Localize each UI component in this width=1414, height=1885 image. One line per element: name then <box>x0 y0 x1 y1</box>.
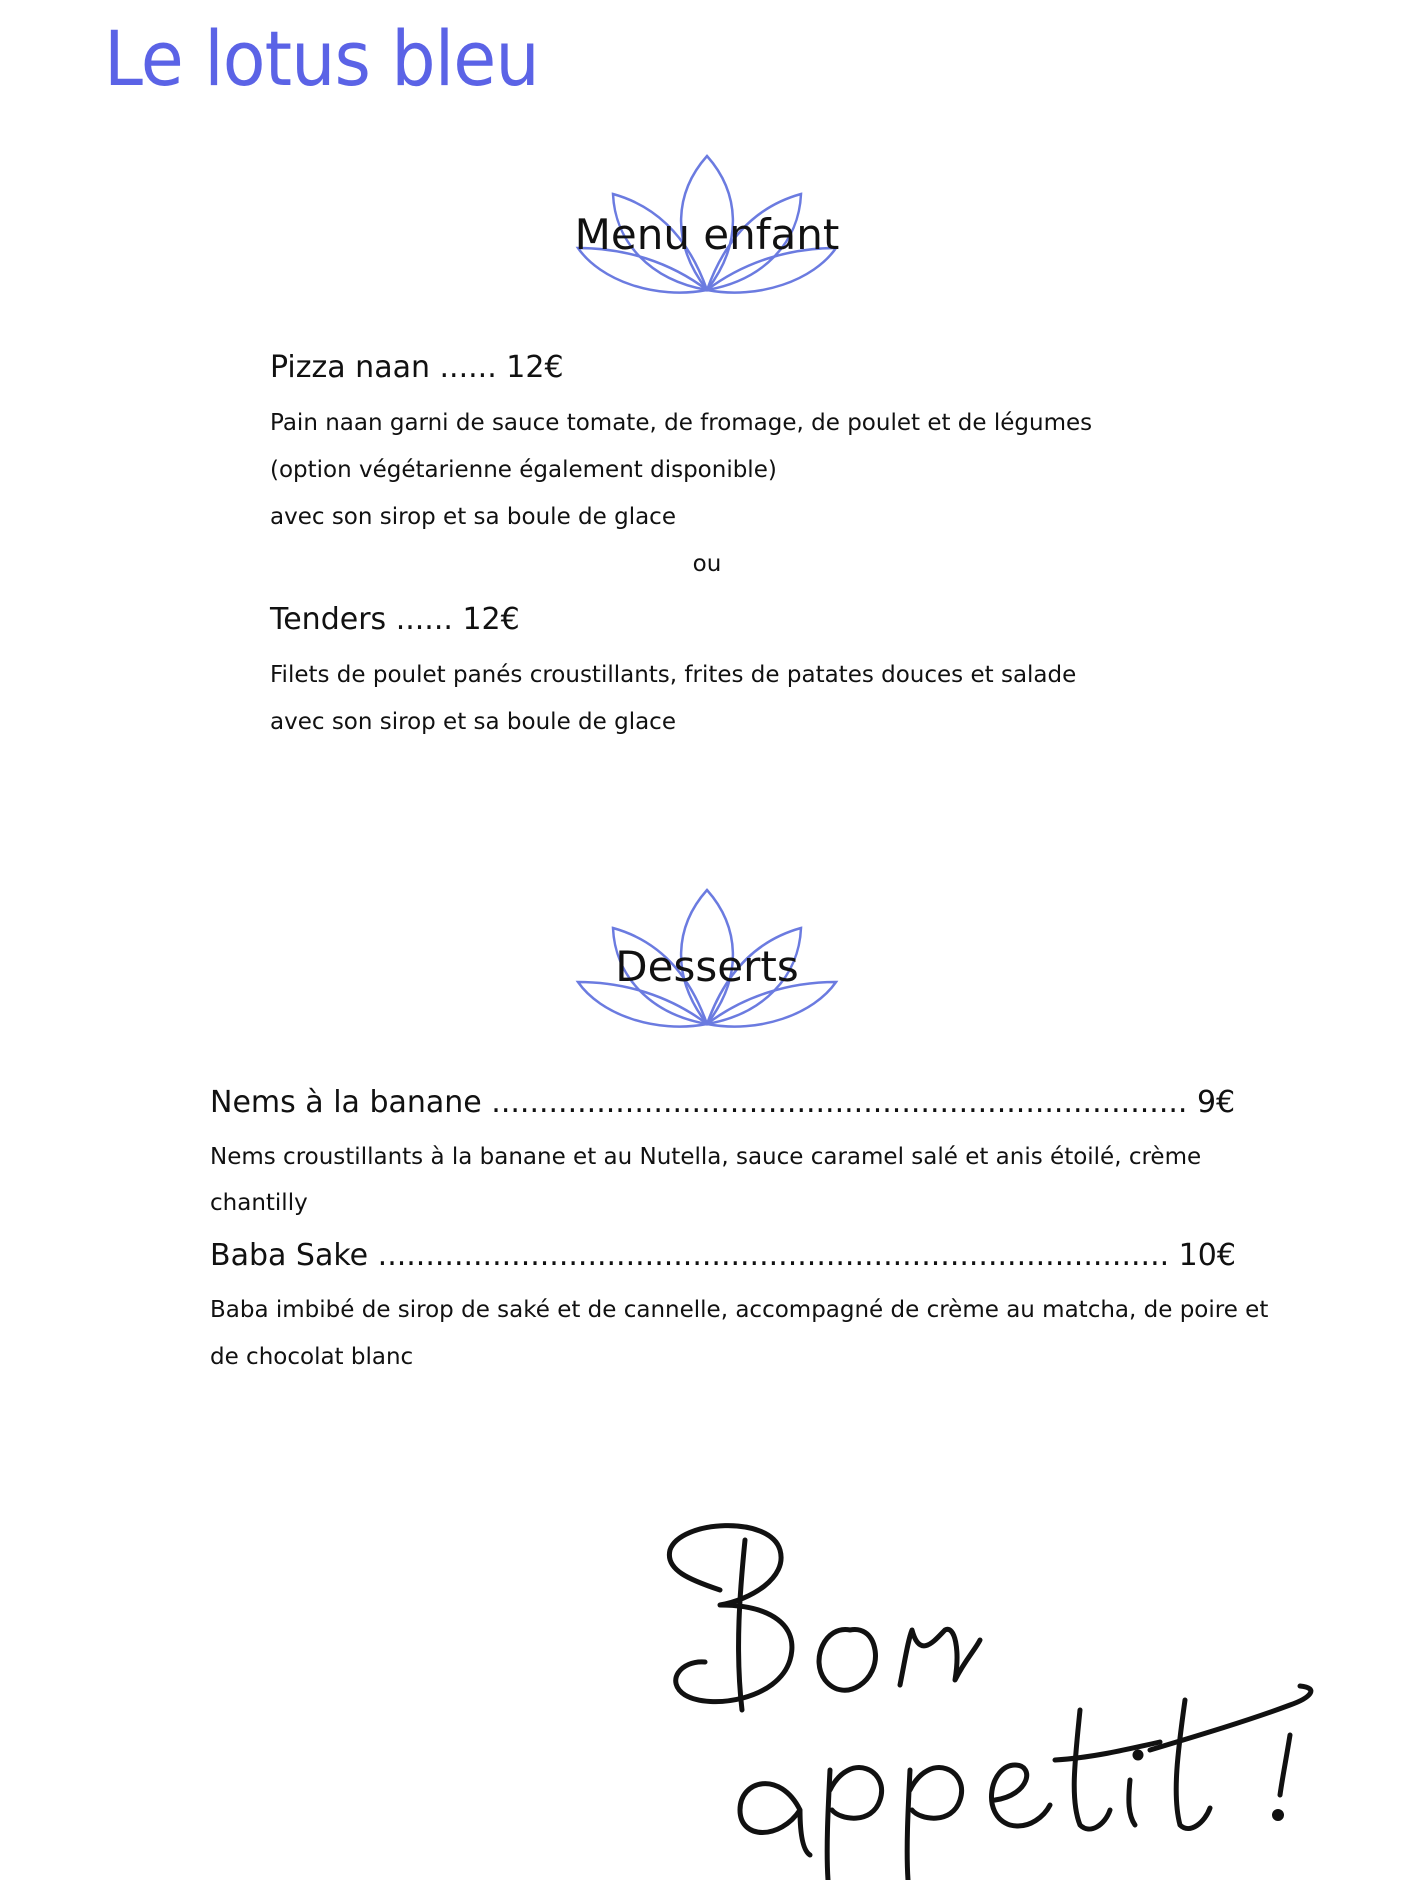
section-title: Desserts <box>615 942 799 991</box>
item-description: avec son sirop et sa boule de glace <box>270 709 676 735</box>
bon-appetit-lettering <box>650 1510 1330 1880</box>
item-description: de chocolat blanc <box>210 1344 414 1370</box>
item-description: (option végétarienne également disponible) <box>270 457 777 483</box>
menu-item-title: Baba Sake ................................................................................... 10€ <box>210 1238 1236 1273</box>
desserts-header <box>0 886 1414 1046</box>
separator-or: ou <box>692 551 722 577</box>
item-description: Pain naan garni de sauce tomate, de fromage, de poulet et de légumes <box>270 410 1093 436</box>
item-description: avec son sirop et sa boule de glace <box>270 504 676 530</box>
section-title: Menu enfant <box>574 210 840 259</box>
item-description: Filets de poulet panés croustillants, frites de patates douces et salade <box>270 662 1077 688</box>
item-description: chantilly <box>210 1190 308 1216</box>
menu-item-title: Nems à la banane ......................................................................... 9€ <box>210 1085 1236 1120</box>
item-description: Baba imbibé de sirop de saké et de cannelle, accompagné de crème au matcha, de poire et <box>210 1297 1269 1323</box>
kids-menu-header <box>0 152 1414 312</box>
item-description: Nems croustillants à la banane et au Nutella, sauce caramel salé et anis étoilé, crème <box>210 1144 1202 1170</box>
restaurant-name: Le lotus bleu <box>104 14 539 103</box>
menu-item-title: Tenders ...... 12€ <box>270 602 520 637</box>
menu-item-title: Pizza naan ...... 12€ <box>270 350 564 385</box>
